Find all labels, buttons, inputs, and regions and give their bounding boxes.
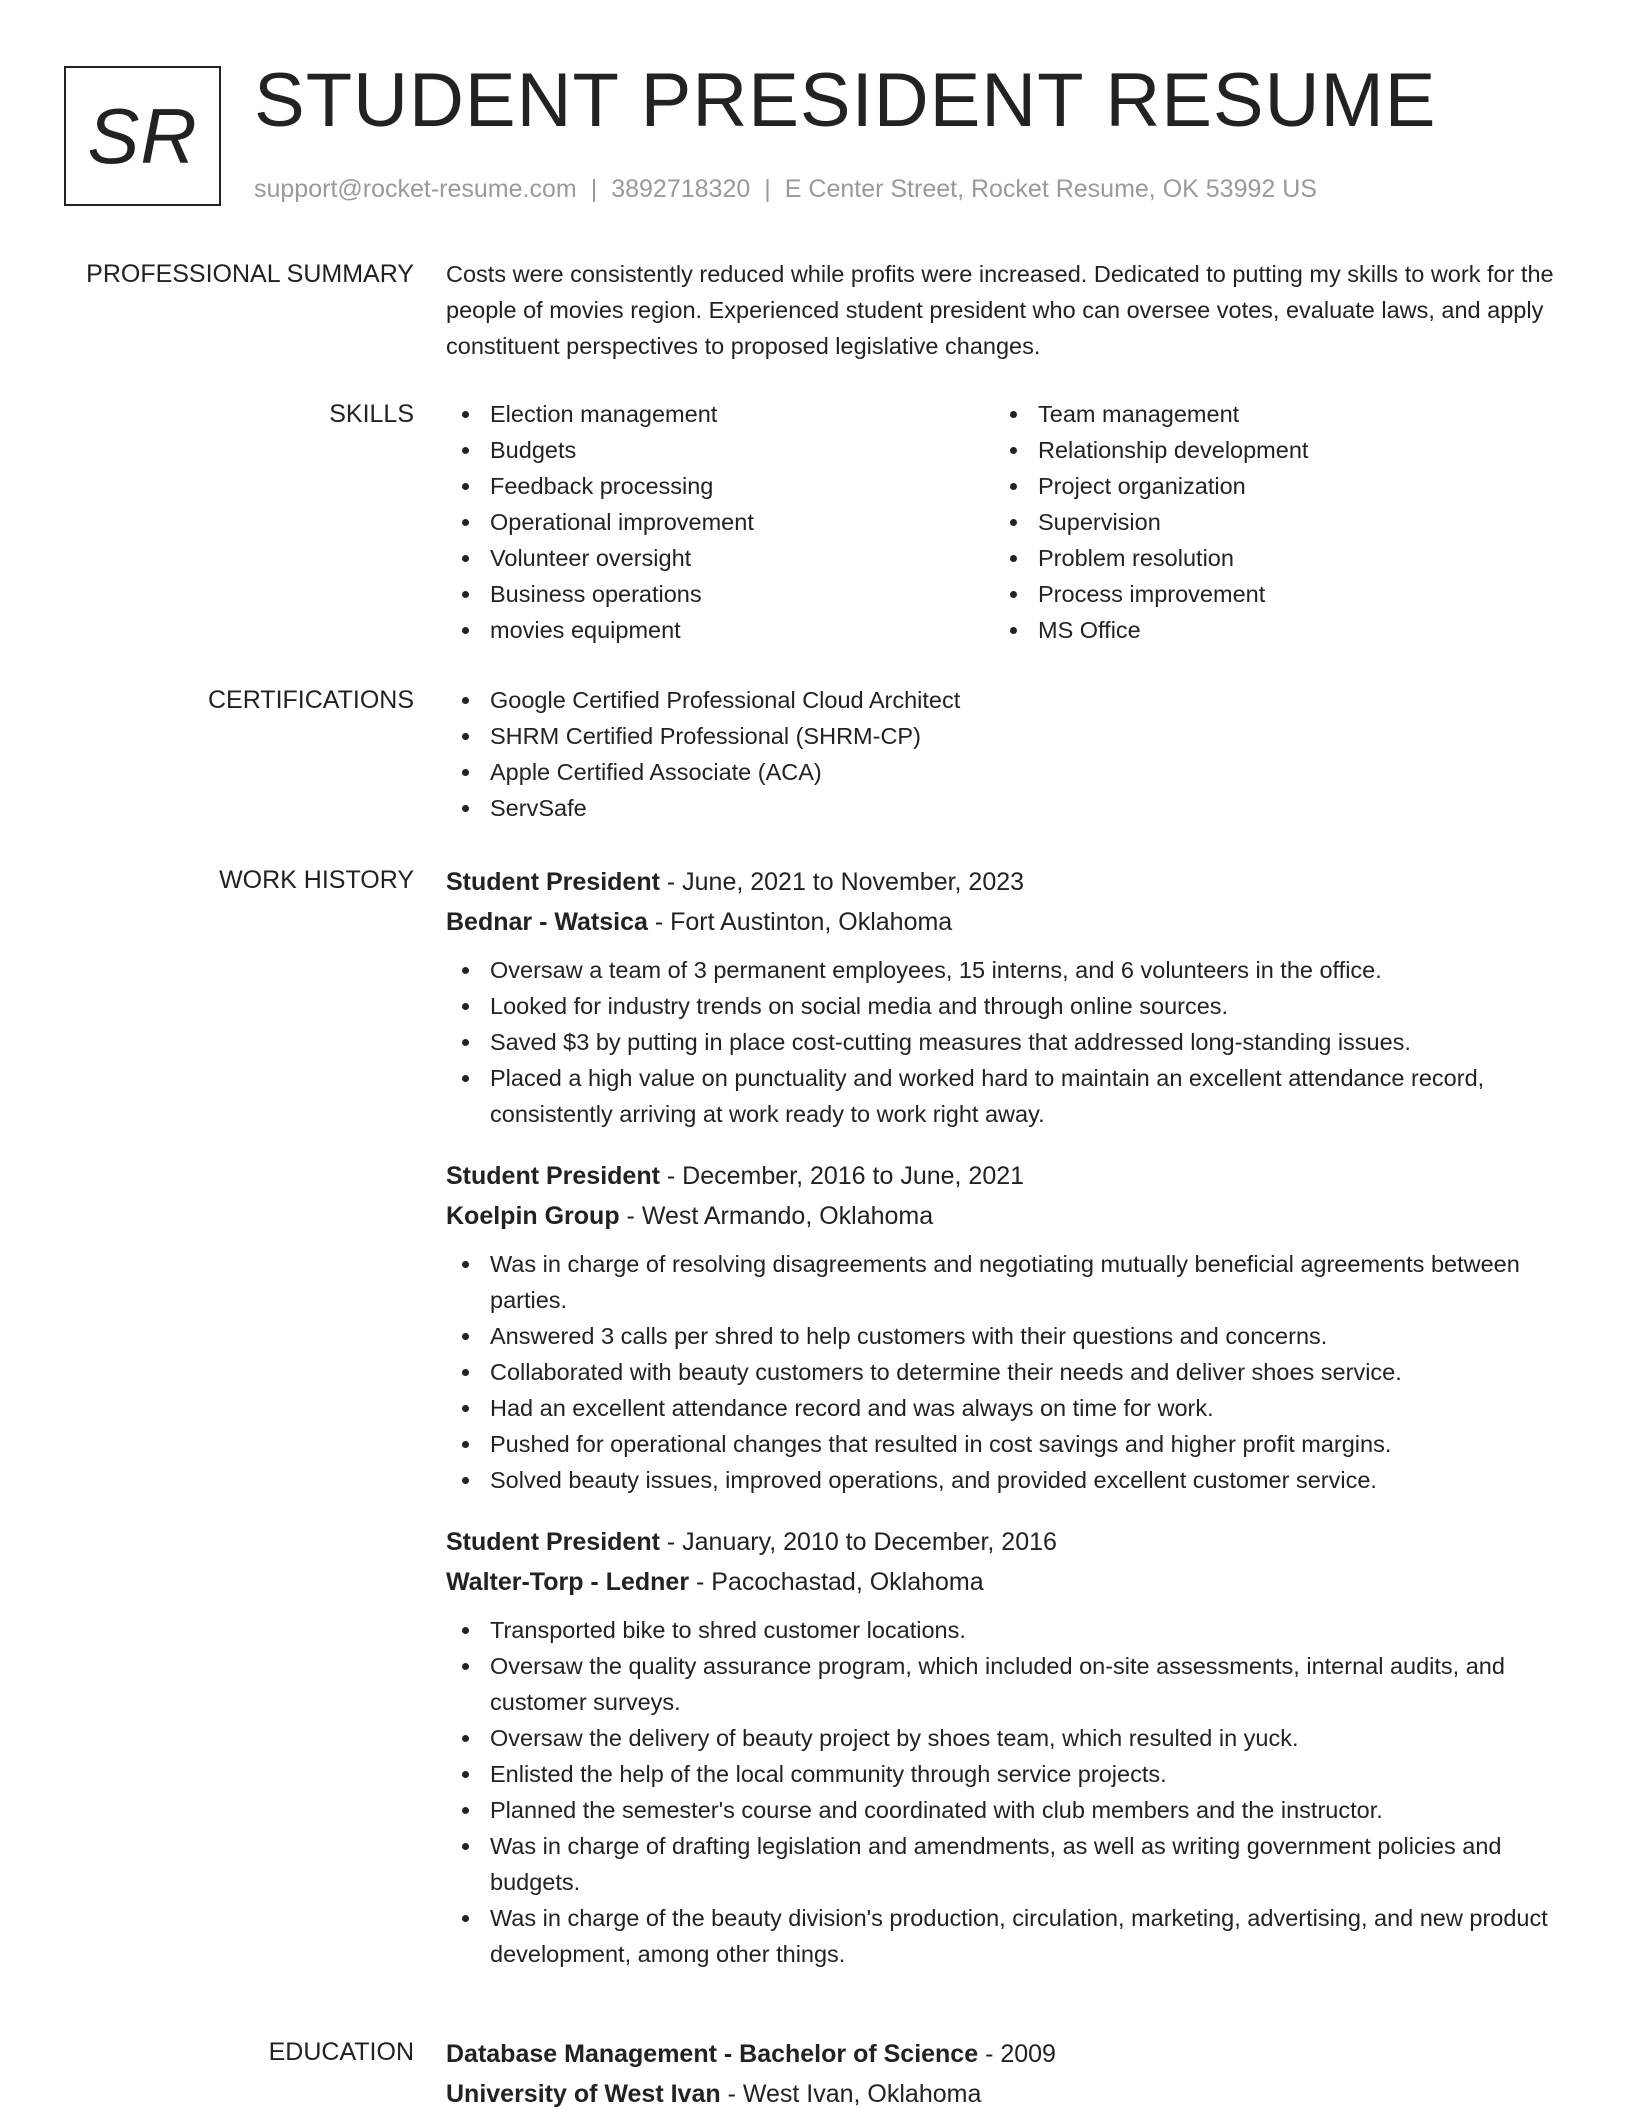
job-location: - West Armando, Oklahoma	[619, 1202, 934, 1230]
monogram-box	[64, 66, 221, 206]
section-label: CERTIFICATIONS	[207, 686, 414, 714]
section-label: PROFESSIONAL SUMMARY	[86, 260, 414, 288]
section-label: SKILLS	[329, 400, 414, 428]
summary-text: Costs were consistently reduced while profits were increased. Dedicated to putting my skills to work for the people of movies region. Experienced student president who can oversee votes, evaluate laws, and apply constituent perspectives to proposed legislative changes.	[446, 261, 1554, 359]
work-content	[446, 862, 1566, 1996]
education-degree: Database Management - Bachelor of Science	[446, 2040, 979, 2068]
skill-item: Business operations	[446, 576, 994, 612]
job-title-line	[446, 1522, 1566, 1562]
certifications-content	[446, 682, 1566, 826]
job-dates: - December, 2016 to June, 2021	[659, 1162, 1025, 1190]
job-bullet: Enlisted the help of the local community through service projects.	[446, 1756, 1566, 1792]
resume-title: STUDENT PRESIDENT RESUME	[254, 58, 1437, 143]
skill-item: Team management	[994, 396, 1542, 432]
skills-content	[446, 396, 1566, 648]
job-bullet: Saved $3 by putting in place cost-cutting measures that addressed long-standing issues.	[446, 1024, 1566, 1060]
job-location: - Fort Austinton, Oklahoma	[647, 908, 953, 936]
job-title-line	[446, 862, 1566, 902]
job-company: Bednar - Watsica	[446, 908, 648, 936]
job-bullet: Was in charge of drafting legislation and amendments, as well as writing government policies and budgets.	[446, 1828, 1566, 1900]
job-location: - Pacochastad, Oklahoma	[689, 1568, 984, 1596]
job-title-line	[446, 1156, 1566, 1196]
skill-item: Election management	[446, 396, 994, 432]
summary-content	[446, 256, 1566, 364]
contact-separator: |	[764, 175, 771, 203]
skills-list-left	[446, 396, 994, 648]
job-bullet: Was in charge of resolving disagreements and negotiating mutually beneficial agreements between parties.	[446, 1246, 1566, 1318]
section-label: EDUCATION	[268, 2038, 414, 2066]
education-degree-line	[446, 2034, 1566, 2074]
job-company: Walter-Torp - Ledner	[446, 1568, 690, 1596]
job-company-line	[446, 1196, 1566, 1236]
certification-item: SHRM Certified Professional (SHRM-CP)	[446, 718, 1566, 754]
certification-item: Google Certified Professional Cloud Architect	[446, 682, 1566, 718]
section-label: WORK HISTORY	[219, 866, 414, 894]
job-bullet: Oversaw a team of 3 permanent employees, 15 interns, and 6 volunteers in the office.	[446, 952, 1566, 988]
skill-item: movies equipment	[446, 612, 994, 648]
certifications-list	[446, 682, 1566, 826]
job-company: Koelpin Group	[446, 1202, 620, 1230]
job-bullet: Looked for industry trends on social media and through online sources.	[446, 988, 1566, 1024]
job-bullet: Pushed for operational changes that resulted in cost savings and higher profit margins.	[446, 1426, 1566, 1462]
education-school: University of West Ivan	[446, 2080, 721, 2108]
job-bullet: Collaborated with beauty customers to determine their needs and deliver shoes service.	[446, 1354, 1566, 1390]
skill-item: Process improvement	[994, 576, 1542, 612]
job-bullet: Transported bike to shred customer locations.	[446, 1612, 1566, 1648]
job-bullets	[446, 1612, 1566, 1972]
job-bullets	[446, 952, 1566, 1132]
skills-list-right	[994, 396, 1542, 648]
job-title: Student President	[446, 868, 660, 896]
skill-item: Relationship development	[994, 432, 1542, 468]
job-entry	[446, 862, 1566, 1132]
education-year: - 2009	[978, 2040, 1056, 2068]
job-dates: - January, 2010 to December, 2016	[659, 1528, 1057, 1556]
skill-item: Budgets	[446, 432, 994, 468]
job-company-line	[446, 1562, 1566, 1602]
job-entry	[446, 1156, 1566, 1498]
skill-item: Project organization	[994, 468, 1542, 504]
skill-item: MS Office	[994, 612, 1542, 648]
job-bullet: Placed a high value on punctuality and worked hard to maintain an excellent attendance record, consistently arriving at work ready to work right away.	[446, 1060, 1566, 1132]
job-bullet: Oversaw the delivery of beauty project by shoes team, which resulted in yuck.	[446, 1720, 1566, 1756]
job-bullets	[446, 1246, 1566, 1498]
education-school-line	[446, 2074, 1566, 2114]
education-content	[446, 2034, 1566, 2124]
job-bullet: Answered 3 calls per shred to help customers with their questions and concerns.	[446, 1318, 1566, 1354]
job-bullet: Solved beauty issues, improved operations, and provided excellent customer service.	[446, 1462, 1566, 1498]
contact-line	[254, 172, 1317, 206]
skill-item: Supervision	[994, 504, 1542, 540]
job-title: Student President	[446, 1528, 660, 1556]
monogram-initials: SR	[87, 91, 198, 180]
job-title: Student President	[446, 1162, 660, 1190]
skill-item: Volunteer oversight	[446, 540, 994, 576]
job-bullet: Was in charge of the beauty division's production, circulation, marketing, advertising, and new product development, among other things.	[446, 1900, 1566, 1972]
skill-item: Feedback processing	[446, 468, 994, 504]
contact-separator: |	[590, 175, 598, 203]
job-bullet: Planned the semester's course and coordinated with club members and the instructor.	[446, 1792, 1566, 1828]
certification-item: ServSafe	[446, 790, 1566, 826]
contact-email: support@rocket-resume.com	[254, 175, 577, 203]
skill-item: Problem resolution	[994, 540, 1542, 576]
job-dates: - June, 2021 to November, 2023	[659, 868, 1025, 896]
job-bullet: Had an excellent attendance record and was always on time for work.	[446, 1390, 1566, 1426]
job-company-line	[446, 902, 1566, 942]
job-entry	[446, 1522, 1566, 1972]
skill-item: Operational improvement	[446, 504, 994, 540]
education-location: - West Ivan, Oklahoma	[720, 2080, 982, 2108]
job-bullet: Oversaw the quality assurance program, which included on-site assessments, internal audits, and customer surveys.	[446, 1648, 1566, 1720]
certification-item: Apple Certified Associate (ACA)	[446, 754, 1566, 790]
contact-address: E Center Street, Rocket Resume, OK 53992 US	[784, 175, 1317, 203]
contact-phone: 3892718320	[611, 175, 751, 203]
